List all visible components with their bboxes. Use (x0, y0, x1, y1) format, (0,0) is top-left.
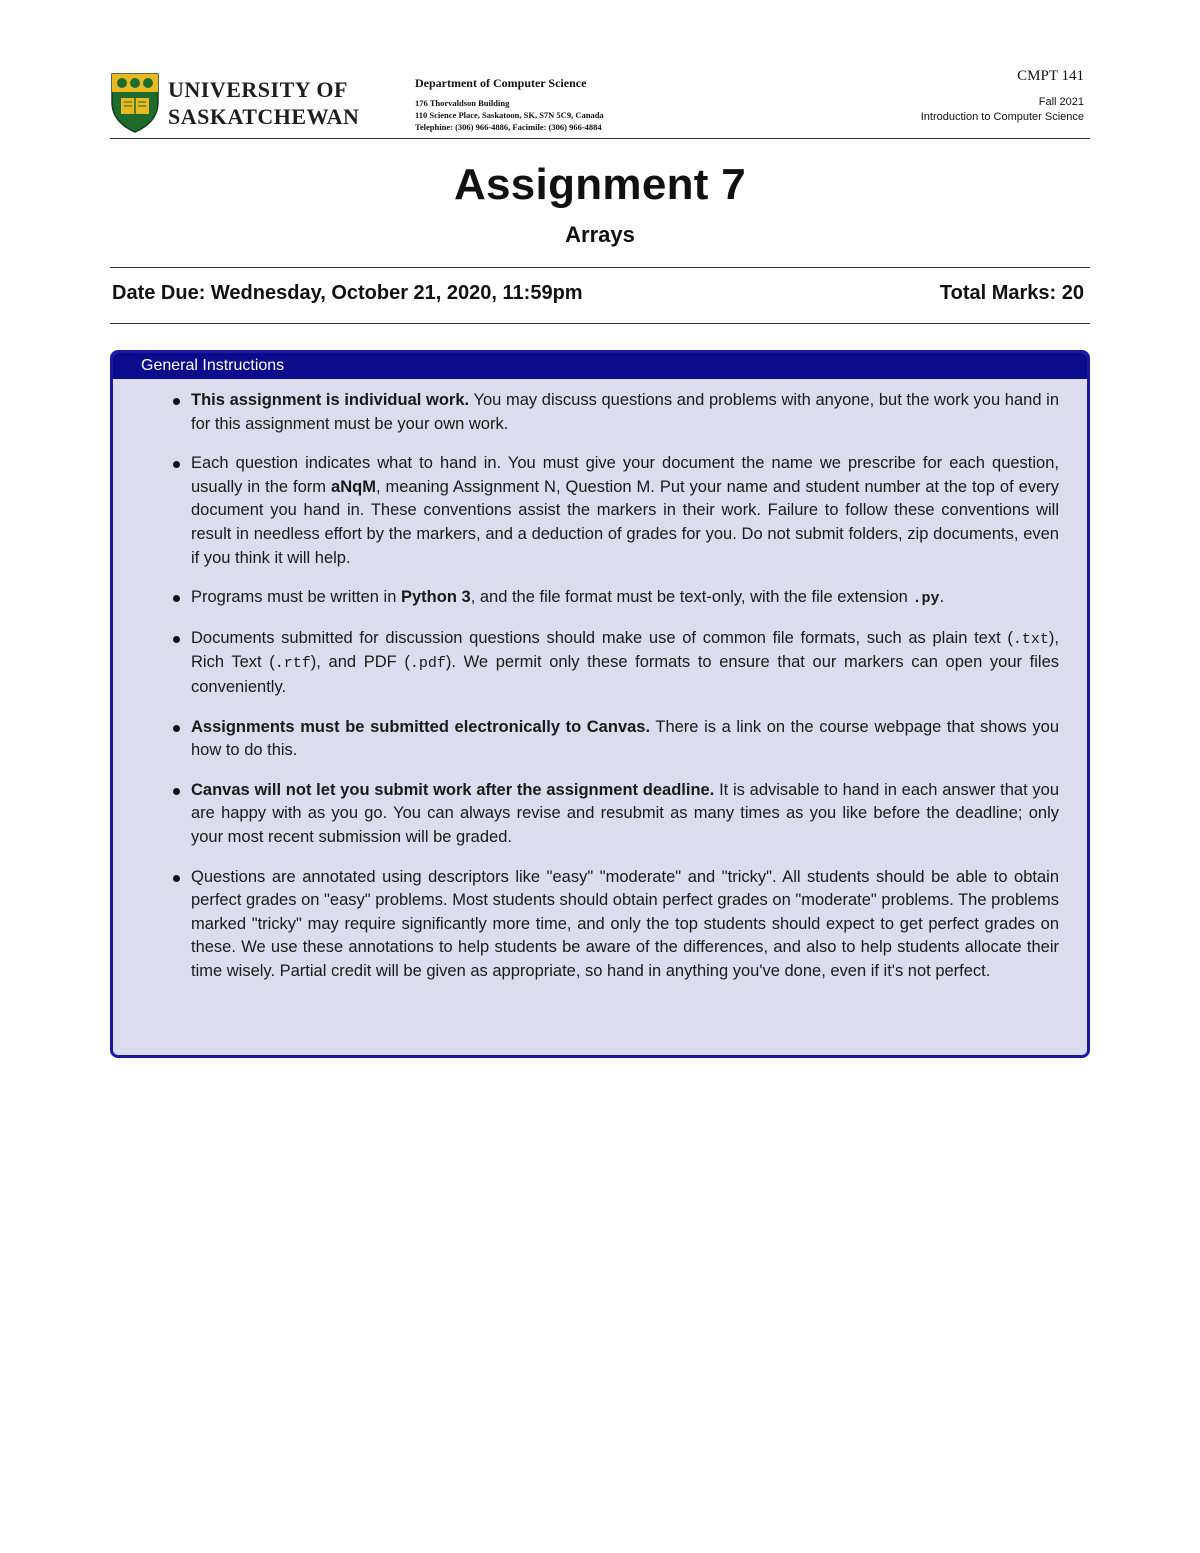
university-name-line2: SASKATCHEWAN (168, 104, 360, 129)
list-item: Canvas will not let you submit work after the assignment deadline. It is advisable to hand in each answer that you are happy with as you go. You can always revise and resubmit as many times as you like before the deadline; only your most recent submission will be graded. (191, 779, 1059, 850)
university-name (168, 76, 359, 130)
due-date: Date Due: Wednesday, October 21, 2020, 11:59pm (112, 282, 583, 304)
bullet-icon (173, 875, 180, 882)
list-item: Questions are annotated using descriptors like "easy" "moderate" and "tricky". All students should be able to obtain perfect grades on "easy" problems. Most students should obtain perfect grades on "moderate" problems. The problems marked "tricky" may require significantly more time, and only the top students should expect to get perfect grades on these. We use these annotations to help students be aware of the differences, and also to help students allocate their time wisely. Partial credit will be given as appropriate, so hand in anything you've done, even if it's not perfect. (191, 866, 1059, 984)
page-title: Assignment 7 (453, 160, 747, 209)
list-item: Each question indicates what to hand in. You must give your document the name we prescribe for each question, usually in the form aNqM, meaning Assignment N, Question M. Put your name and student number at the top of every document you hand in. These conventions assist the markers in their work. Failure to follow these conventions will result in needless effort by the markers, and a deduction of grades for you. Do not submit folders, zip documents, even if you think it will help. (191, 452, 1059, 570)
due-top-divider (110, 267, 1090, 268)
list-item: Assignments must be submitted electronically to Canvas. There is a link on the course webpage that shows you how to do this. (191, 716, 1059, 763)
list-item: This assignment is individual work. You may discuss questions and problems with anyone, but the work you hand in for this assignment must be your own work. (191, 389, 1059, 436)
total-marks: Total Marks: 20 (939, 282, 1084, 304)
list-item: Documents submitted for discussion questions should make use of common file formats, such as plain text (.txt), Rich Text (.rtf), and PDF (.pdf). We permit only these formats to ensure that our markers can open your files conveniently. (191, 627, 1059, 700)
letterhead (110, 60, 1090, 140)
course-block (921, 68, 1084, 125)
list-item: Programs must be written in Python 3, and the file format must be text-only, with the file extension .py. (191, 586, 1059, 611)
general-instructions-box (110, 350, 1090, 1058)
document-page (110, 60, 1090, 980)
address-line: 110 Science Place, Saskatoon, SK, S7N 5C9, Canada (415, 110, 604, 120)
address-line: Telephine: (306) 966-4886, Facimile: (306) 966-4884 (415, 122, 602, 132)
department-name: Department of Computer Science (415, 76, 587, 90)
course-code: CMPT 141 (1017, 68, 1084, 84)
instructions-heading: General Instructions (113, 353, 1087, 379)
university-crest-icon (110, 72, 160, 134)
bullet-icon (173, 636, 180, 643)
course-name: Introduction to Computer Science (920, 111, 1084, 123)
instructions-list (113, 379, 1087, 983)
bullet-icon (173, 461, 180, 468)
header-divider (110, 138, 1090, 139)
bullet-icon (173, 788, 180, 795)
department-block (415, 76, 604, 133)
university-name-line1: UNIVERSITY OF (168, 77, 348, 102)
due-bottom-divider (110, 323, 1090, 324)
bullet-icon (173, 595, 180, 602)
course-term: Fall 2021 (1038, 96, 1084, 108)
page-subtitle: Arrays (565, 222, 635, 247)
address-line: 176 Thorvaldson Building (415, 98, 510, 108)
bullet-icon (173, 398, 180, 405)
bullet-icon (173, 725, 180, 732)
